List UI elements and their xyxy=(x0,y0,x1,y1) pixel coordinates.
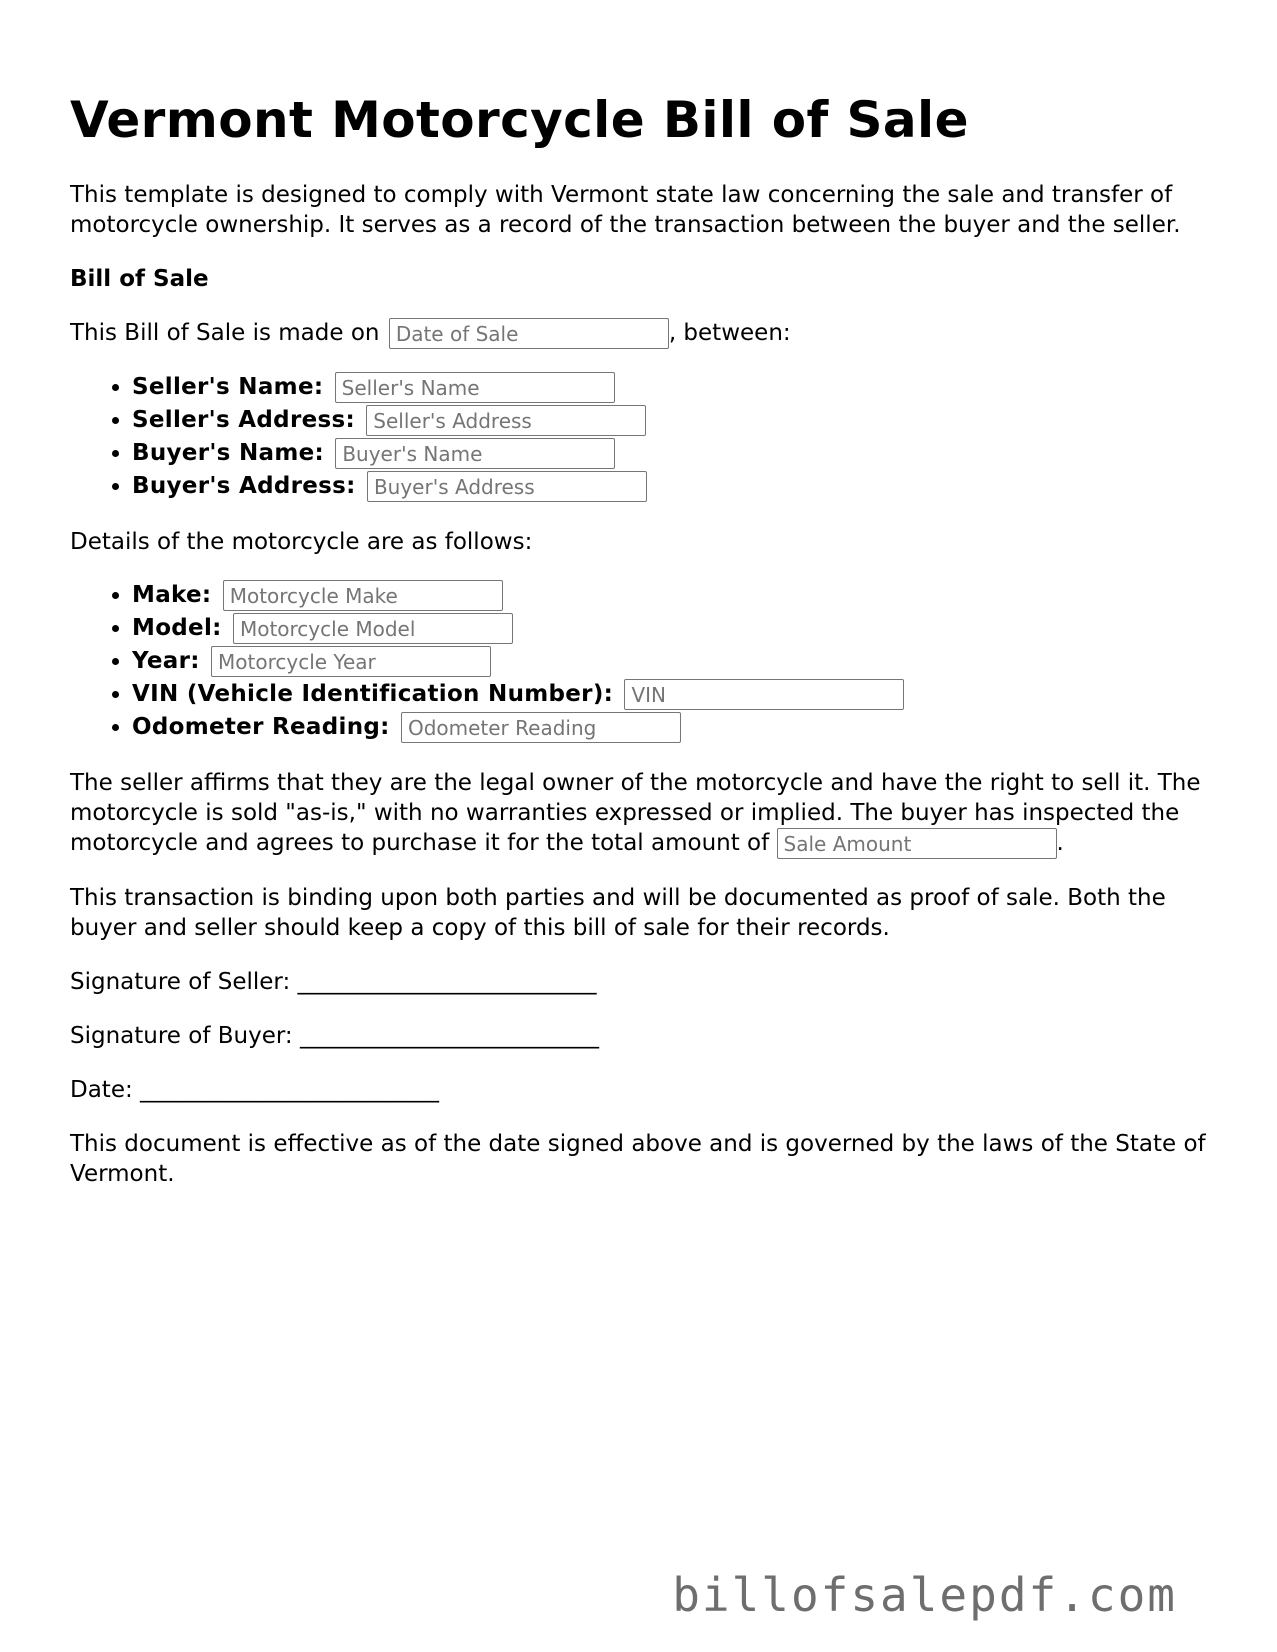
motorcycle-details-list xyxy=(70,579,1210,744)
model-label: Model: xyxy=(132,615,222,641)
odometer-label: Odometer Reading: xyxy=(132,714,390,740)
odometer-input[interactable] xyxy=(401,712,681,743)
date-of-sale-input[interactable] xyxy=(389,318,669,349)
seller-signature-line: Signature of Seller: __________________________ xyxy=(70,969,597,995)
affirmation-paragraph xyxy=(70,768,1210,859)
list-item-buyer-name xyxy=(132,437,1210,470)
vin-input[interactable] xyxy=(624,679,904,710)
make-input[interactable] xyxy=(223,580,503,611)
buyer-address-label: Buyer's Address: xyxy=(132,473,356,499)
seller-name-label: Seller's Name: xyxy=(132,374,324,400)
made-on-text: This Bill of Sale is made on xyxy=(70,320,380,346)
made-on-line xyxy=(70,318,1210,349)
year-input[interactable] xyxy=(211,646,491,677)
buyer-signature-line: Signature of Buyer: __________________________ xyxy=(70,1023,599,1049)
make-label: Make: xyxy=(132,582,212,608)
details-intro: Details of the motorcycle are as follows: xyxy=(70,529,533,555)
watermark: billofsalepdf.com xyxy=(672,1568,1177,1622)
list-item-odometer xyxy=(132,711,1210,744)
page-title: Vermont Motorcycle Bill of Sale xyxy=(70,91,969,149)
buyer-name-input[interactable] xyxy=(335,438,615,469)
list-item-buyer-address xyxy=(132,470,1210,503)
intro-paragraph: This template is designed to comply with Vermont state law concerning the sale and transfer of motorcycle ownership. It serves as a record of the transaction between the buyer and the seller. xyxy=(70,182,1181,238)
made-on-after: , between: xyxy=(668,320,791,346)
year-label: Year: xyxy=(132,648,200,674)
list-item-vin xyxy=(132,678,1210,711)
document-body xyxy=(70,82,1210,1189)
sale-amount-input[interactable] xyxy=(777,828,1057,859)
model-input[interactable] xyxy=(233,613,513,644)
list-item-model xyxy=(132,612,1210,645)
parties-list xyxy=(70,371,1210,503)
buyer-address-input[interactable] xyxy=(367,471,647,502)
section-heading: Bill of Sale xyxy=(70,266,209,292)
list-item-seller-address xyxy=(132,404,1210,437)
seller-name-input[interactable] xyxy=(335,372,615,403)
date-signature-line: Date: __________________________ xyxy=(70,1077,440,1103)
vin-label: VIN (Vehicle Identification Number): xyxy=(132,681,614,707)
buyer-name-label: Buyer's Name: xyxy=(132,440,325,466)
list-item-make xyxy=(132,579,1210,612)
binding-paragraph: This transaction is binding upon both parties and will be documented as proof of sale. Both the buyer and seller should keep a copy of this bill of sale for their records. xyxy=(70,885,1166,941)
affirmation-after: . xyxy=(1056,830,1064,856)
closing-paragraph: This document is effective as of the date signed above and is governed by the laws of the State of Vermont. xyxy=(70,1131,1206,1187)
list-item-seller-name xyxy=(132,371,1210,404)
seller-address-label: Seller's Address: xyxy=(132,407,355,433)
list-item-year xyxy=(132,645,1210,678)
seller-address-input[interactable] xyxy=(366,405,646,436)
affirmation-text: The seller affirms that they are the legal owner of the motorcycle and have the right to sell it. The motorcycle is sold "as-is," with no warranties expressed or implied. The buyer has inspected the motorcycle and agrees to purchase it for the total amount of xyxy=(70,770,1201,856)
